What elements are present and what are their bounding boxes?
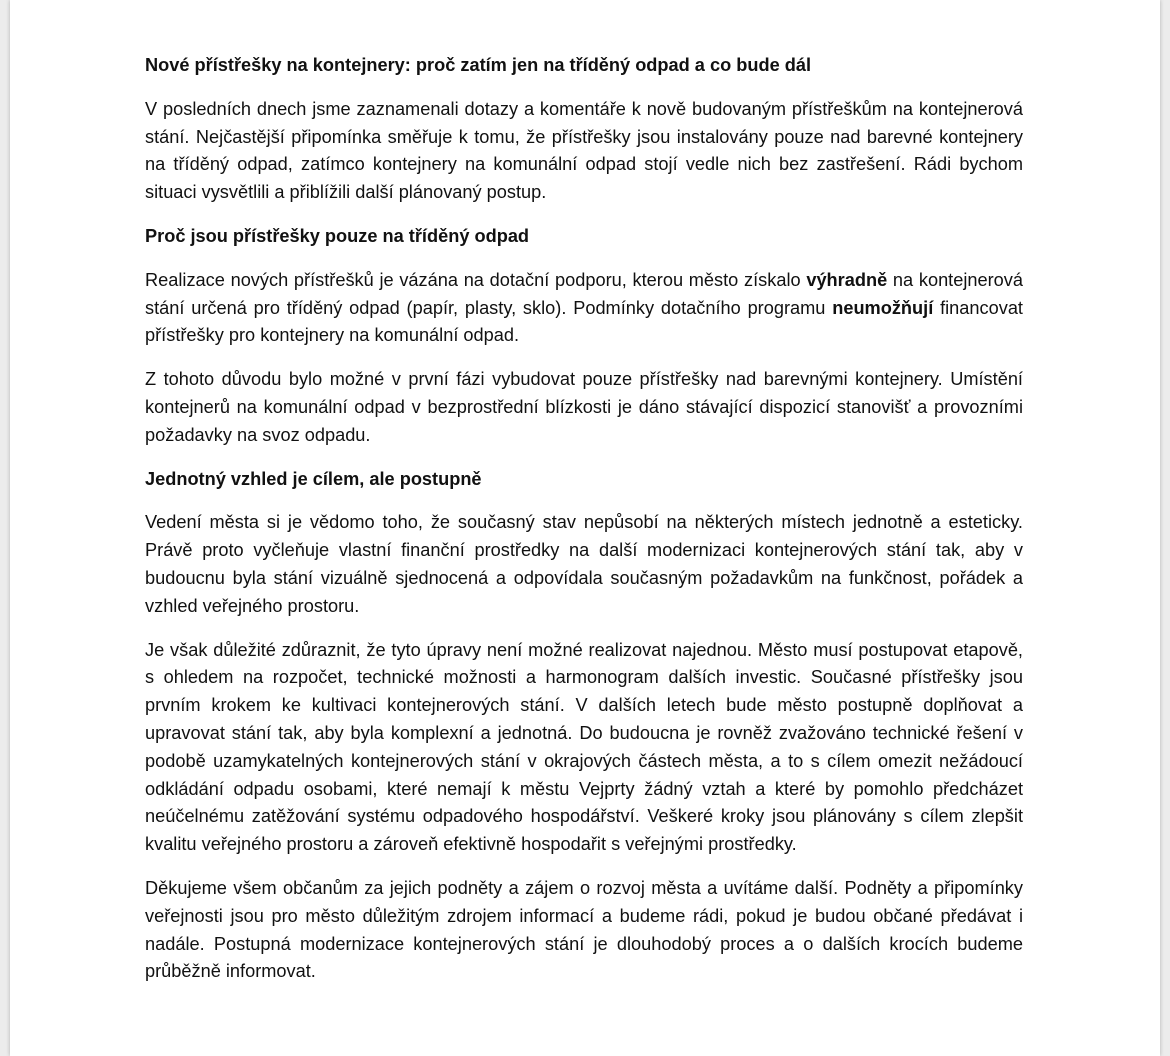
intro-paragraph: V posledních dnech jsme zaznamenali dotazy a komentáře k nově budovaným přístřeškům na kontejnerová stání. Nejčastější připomínka směřuje k tomu, že přístřešky jsou instalovány pouze nad barevné kontejnery na tříděný odpad, zatímco kontejnery na komunální odpad stojí vedle nich bez zastřešení. Rádi bychom situaci vysvětlili a přiblížili další plánovaný postup. bbox=[145, 98, 1023, 203]
section2-heading: Jednotný vzhled je cílem, ale postupně bbox=[145, 468, 482, 489]
document-content bbox=[145, 52, 1023, 1002]
section2-paragraph-3: Děkujeme všem občanům za jejich podněty a zájem o rozvoj města a uvítáme další. Podněty a připomínky veřejnosti jsou pro město důležitým zdrojem informací a budeme rádi, pokud je budou občané předávat i nadále. Postupná modernizace kontejnerových stání je dlouhodobý proces a o dalších krocích budeme průběžně informovat. bbox=[145, 877, 1023, 982]
section1-p1-text-c: financovat přístřešky pro kontejnery na komunální odpad. bbox=[145, 297, 1023, 346]
section1-p1-text-b: na kontejnerová stání určená pro tříděný odpad (papír, plasty, sklo). Podmínky dotačního programu bbox=[145, 269, 1023, 318]
document-page bbox=[10, 0, 1160, 1056]
section1-p1-bold-1: výhradně bbox=[806, 269, 888, 290]
section1-paragraph-1 bbox=[145, 267, 1023, 350]
section1-paragraph-2: Z tohoto důvodu bylo možné v první fázi vybudovat pouze přístřešky nad barevnými kontejnery. Umístění kontejnerů na komunální odpad v bezprostřední blízkosti je dáno stávající dispozicí stanovišť a provozními požadavky na svoz odpadu. bbox=[145, 369, 1023, 445]
section1-p1-bold-2: neumožňují bbox=[832, 297, 934, 318]
section2-paragraph-1: Vedení města si je vědomo toho, že současný stav nepůsobí na některých místech jednotně a esteticky. Právě proto vyčleňuje vlastní finanční prostředky na další modernizaci kontejnerových stání tak, aby v budoucnu byla stání vizuálně sjednocená a odpovídala současným požadavkům na funkčnost, pořádek a vzhled veřejného prostoru. bbox=[145, 512, 1023, 616]
section2-paragraph-2: Je však důležité zdůraznit, že tyto úpravy není možné realizovat najednou. Město musí postupovat etapově, s ohledem na rozpočet, technické možnosti a harmonogram dalších investic. Současné přístřešky jsou prvním krokem ke kultivaci kontejnerových stání. V dalších letech bude město postupně doplňovat a upravovat stání tak, aby byla komplexní a jednotná. Do budoucna je rovněž zvažováno technické řešení v podobě uzamykatelných kontejnerových stání v okrajových částech města, a to s cílem omezit nežádoucí odkládání odpadu osobami, které nemají k městu Vejprty žádný vztah a které by pomohlo předcházet neúčelnému zatěžování systému odpadového hospodářství. Veškeré kroky jsou plánovány s cílem zlepšit kvalitu veřejného prostoru a zároveň efektivně hospodařit s veřejnými prostředky. bbox=[145, 639, 1023, 855]
section1-p1-text-a: Realizace nových přístřešků je vázána na dotační podporu, kterou město získalo bbox=[145, 269, 807, 290]
document-title: Nové přístřešky na kontejnery: proč zatím jen na tříděný odpad a co bude dál bbox=[145, 55, 812, 75]
section1-heading: Proč jsou přístřešky pouze na tříděný odpad bbox=[145, 225, 530, 246]
